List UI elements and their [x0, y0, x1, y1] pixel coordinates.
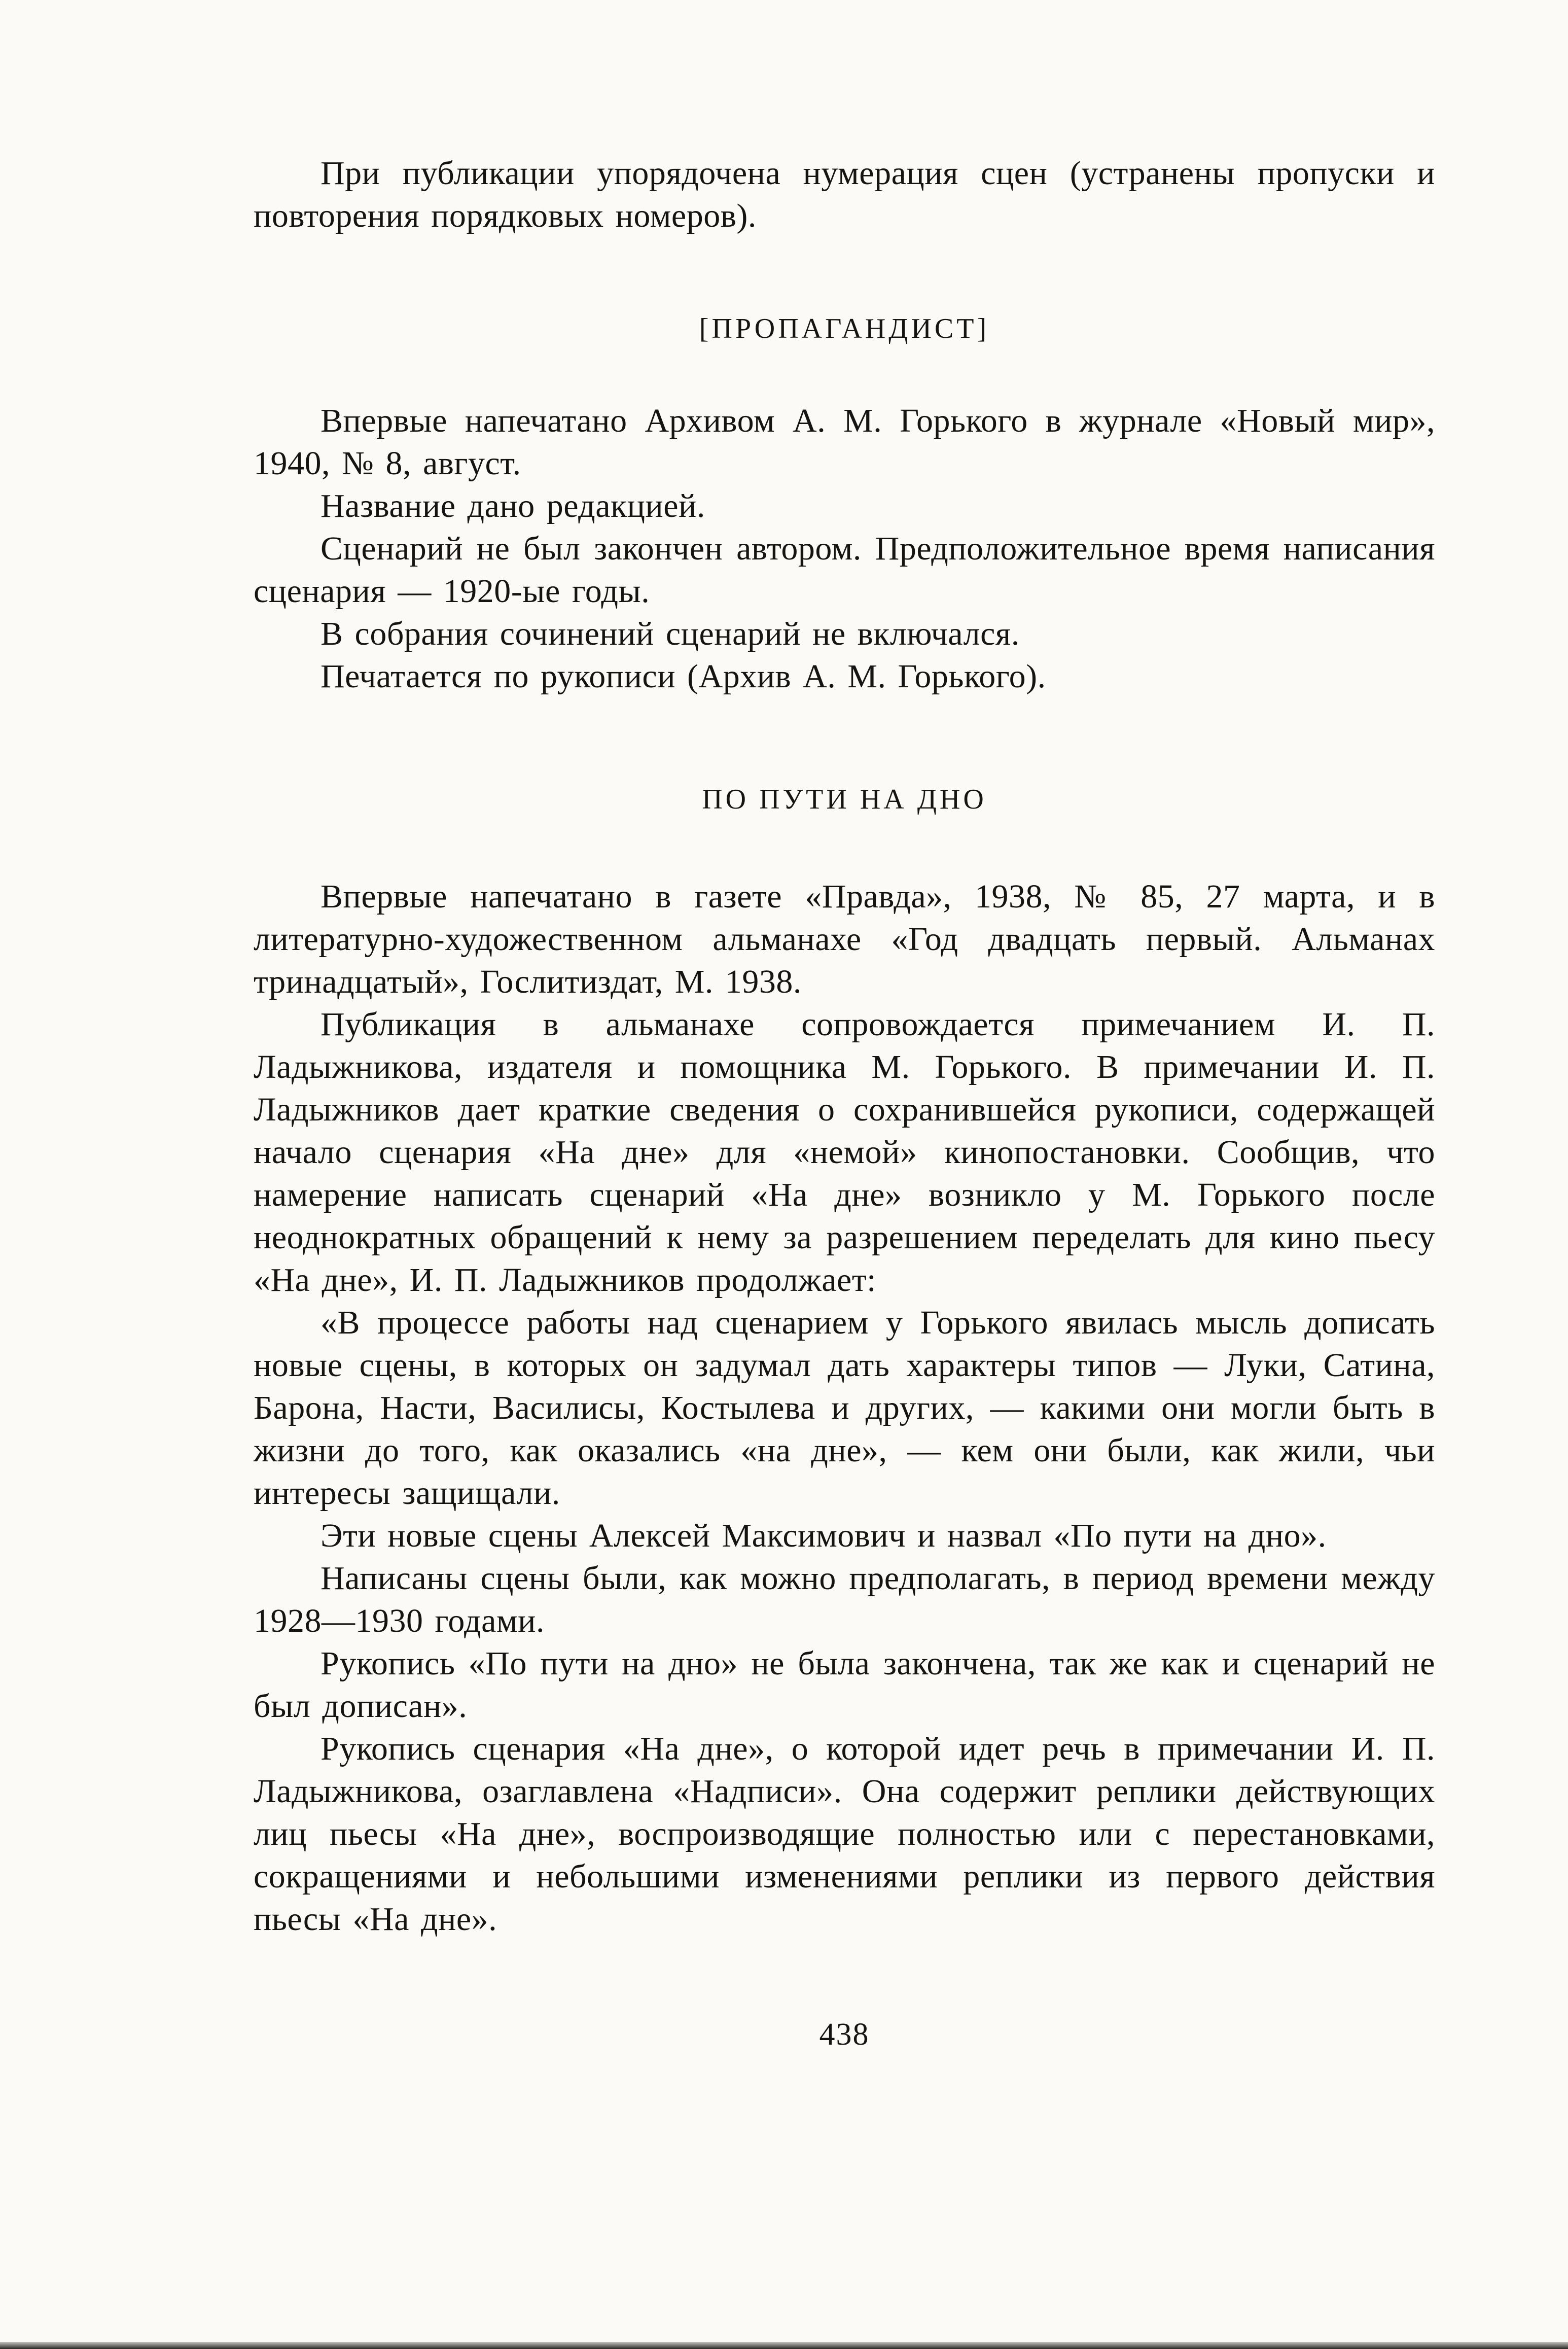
spacer — [254, 344, 1435, 400]
paragraph: Впервые напечатано Архивом А. М. Горького в журнале «Новый мир», 1940, № 8, август. — [254, 402, 1435, 482]
paragraph: Рукопись сценария «На дне», о которой идет речь в примечании И. П. Ладыжникова, озаглавлена «Надписи». Она содержит реплики действующих лиц пьесы «На дне», воспроизводящие полностью или с перестановками, сокращениями и небольшими изменениями реплики из первого действия пьесы «На дне». — [254, 1730, 1435, 1938]
paragraph: Публикация в альманахе сопровождается примечанием И. П. Ладыжникова, издателя и помощника М. Горького. В примечании И. П. Ладыжников дает краткие сведения о сохранившейся рукописи, содержащей начало сценария «На дне» для «немой» кинопостановки. Сообщив, что намерение написать сценарий «На дне» возникло у М. Горького после неоднократных обращений к нему за разрешением переделать для кино пьесу «На дне», И. П. Ладыжников продолжает: — [254, 1006, 1435, 1299]
paragraph: Название дано редакцией. — [320, 487, 705, 524]
paragraph: Написаны сцены были, как можно предполагать, в период времени между 1928—1930 годами. — [254, 1560, 1435, 1639]
section-heading-propagandist: [ПРОПАГАНДИСТ] — [699, 313, 990, 344]
spacer — [254, 237, 1435, 313]
intro-paragraph: При публикации упорядочена нумерация сцен (устранены пропуски и повторения порядковых номеров). — [254, 155, 1435, 234]
paragraph: Печатается по рукописи (Архив А. М. Горького). — [320, 658, 1046, 695]
paragraph: «В процессе работы над сценарием у Горького явилась мысль дописать новые сцены, в которых он задумал дать характеры типов — Луки, Сатина, Барона, Насти, Василисы, Костылева и других, — какими они могли быть в жизни до того, как оказались «на дне», — кем они были, как жили, чьи интересы защищали. — [254, 1304, 1435, 1512]
text-block — [254, 152, 1435, 2053]
scan-bottom-edge-artifact — [0, 2342, 1568, 2349]
paragraph: В собрания сочинений сценарий не включался. — [320, 615, 1020, 652]
paragraph: Эти новые сцены Алексей Максимович и назвал «По пути на дно». — [320, 1517, 1327, 1554]
paragraph: Впервые напечатано в газете «Правда», 1938, № 85, 27 марта, и в литературно-художественном альманахе «Год двадцать первый. Альманах тринадцатый», Гослитиздат, М. 1938. — [254, 878, 1435, 1000]
page-number: 438 — [819, 2017, 870, 2052]
spacer — [254, 698, 1435, 784]
paragraph: Сценарий не был закончен автором. Предположительное время написания сценария — 1920-ые годы. — [254, 530, 1435, 610]
section-heading-po-puti-na-dno: ПО ПУТИ НА ДНО — [702, 784, 987, 815]
spacer — [254, 815, 1435, 875]
paragraph: Рукопись «По пути на дно» не была закончена, так же как и сценарий не был дописан». — [254, 1645, 1435, 1725]
